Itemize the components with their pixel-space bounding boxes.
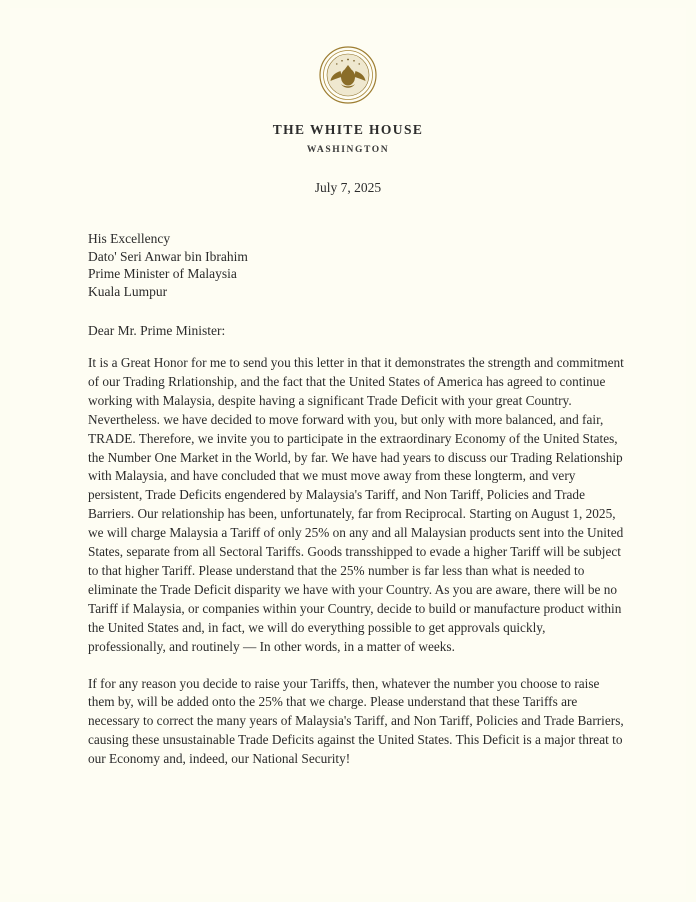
address-line: Prime Minister of Malaysia (88, 266, 237, 281)
address-line: Dato' Seri Anwar bin Ibrahim (88, 248, 248, 264)
letter-date: July 7, 2025 (314, 180, 382, 195)
presidential-seal-icon (319, 46, 377, 104)
letterhead-subtitle: WASHINGTON (306, 145, 390, 155)
salutation: Dear Mr. Prime Minister: (88, 323, 226, 338)
address-line: His Excellency (88, 231, 171, 246)
letterhead (10, 122, 686, 155)
body-paragraph: If for any reason you decide to raise your Tariffs, then, whatever the number you choose to raise them by, will be added onto the 25% that we charge. Please understand that these Tariffs are necessary to correct the many years of Malaysia's Tariff, and Non Tariff, Policies and Trade Barriers, causing these unsustainable Trade Deficits against the United States. This Deficit is a major threat to our Economy and, indeed, our National Security! (88, 675, 624, 767)
seal-container (10, 46, 686, 104)
address-line: Kuala Lumpur (88, 283, 168, 299)
page-title: THE WHITE HOUSE (272, 122, 424, 137)
letter-sheet (10, 8, 686, 894)
recipient-address (88, 230, 248, 300)
body-paragraph: It is a Great Honor for me to send you this letter in that it demonstrates the strength and commitment of our Trading Rrlationship, and the fact that the United States of America has agreed to continue working with Malaysia, despite having a significant Trade Deficit with your great Country. Nevertheless. we have decided to move forward with you, but only with more balanced, and fair, TRADE. Therefore, we invite you to participate in the extraordinary Economy of the United States, the Number One Market in the World, by far. We have had years to discuss our Trading Relationship with Malaysia, and have concluded that we must move away from these longterm, and very persistent, Trade Deficits engendered by Malaysia's Tariff, and Non Tariff, Policies and Trade Barriers. Our relationship has been, unfortunately, far from Reciprocal. Starting on August 1, 2025, we will charge Malaysia a Tariff of only 25% on any and all Malaysian products sent into the United States, separate from all Sectoral Tariffs. Goods transshipped to evade a higher Tariff will be subject to that higher Tariff. Please understand that the 25% number is far less than what is needed to eliminate the Trade Deficit disparity we have with your Country. As you are aware, there will be no Tariff if Malaysia, or companies within your Country, decide to build or manufacture product within the United States and, in fact, we will do everything possible to get approvals quickly, professionally, and routinely — In other words, in a matter of weeks. (88, 355, 624, 654)
letter-body (88, 354, 626, 769)
